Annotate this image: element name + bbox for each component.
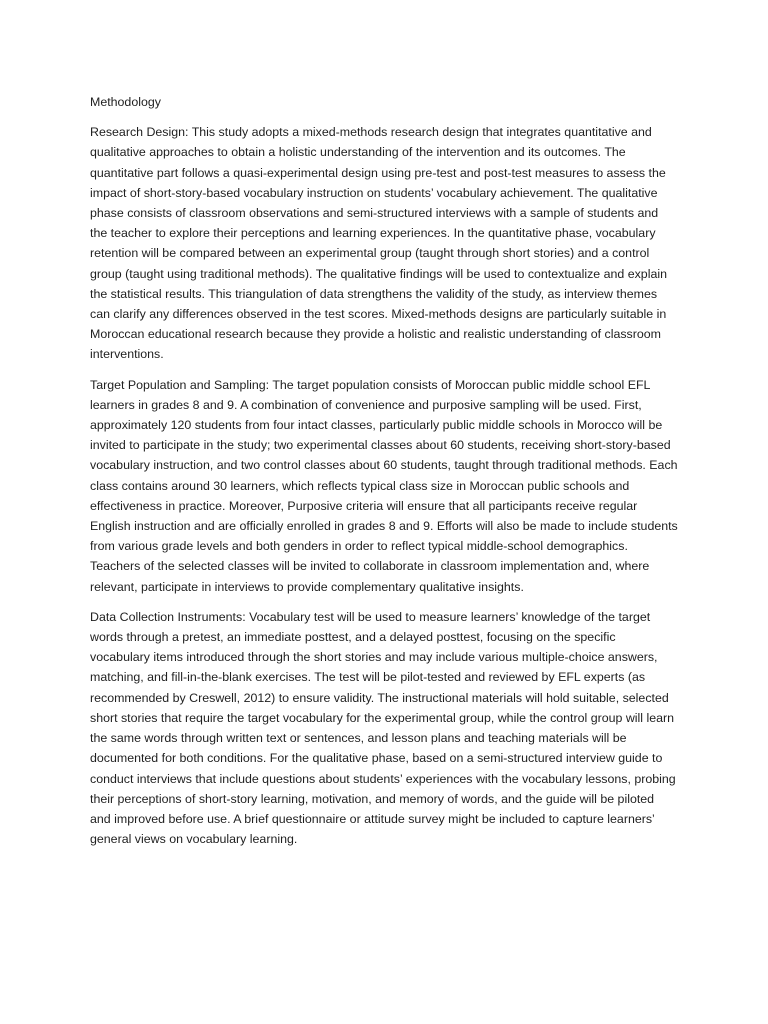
paragraph-data-collection: Data Collection Instruments: Vocabulary test will be used to measure learners’ knowledge of the target words through a pretest, an immediate posttest, and a delayed posttest, focusing on the specific vocabulary items introduced through the short stories and may include various multiple-choice answers, matching, and fill-in-the-blank exercises. The test will be pilot-tested and reviewed by EFL experts (as recommended by Creswell, 2012) to ensure validity. The instructional materials will hold suitable, selected short stories that require the target vocabulary for the experimental group, while the control group will learn the same words through written text or sentences, and lesson plans and teaching materials will be documented for both conditions. For the qualitative phase, based on a semi-structured interview guide to conduct interviews that include questions about students’ experiences with the vocabulary lessons, probing their perceptions of short-story learning, motivation, and memory of words, and the guide will be piloted and improved before use. A brief questionnaire or attitude survey might be included to capture learners’ general views on vocabulary learning.	[90, 609, 676, 847]
paragraph-research-design: Research Design: This study adopts a mixed-methods research design that integrates quantitative and qualitative approaches to obtain a holistic understanding of the intervention and its outcomes. The quantitative part follows a quasi-experimental design using pre-test and post-test measures to assess the impact of short-story-based vocabulary instruction on students’ vocabulary achievement. The qualitative phase consists of classroom observations and semi-structured interviews with a sample of students and the teacher to explore their perceptions and learning experiences. In the quantitative phase, vocabulary retention will be compared between an experimental group (taught through short stories) and a control group (taught using traditional methods). The qualitative findings will be used to contextualize and explain the statistical results. This triangulation of data strengthens the validity of the study, as interview themes can clarify any differences observed in the test scores. Mixed-methods designs are particularly suitable in Moroccan educational research because they provide a holistic and realistic understanding of classroom interventions.	[90, 125, 667, 362]
document-page	[90, 92, 678, 859]
section-heading: Methodology	[90, 95, 161, 109]
paragraph-target-population: Target Population and Sampling: The target population consists of Moroccan public middle school EFL learners in grades 8 and 9. A combination of convenience and purposive sampling will be used. First, approximately 120 students from four intact classes, particularly public middle schools in Morocco will be invited to participate in the study; two experimental classes about 60 students, receiving short-story-based vocabulary instruction, and two control classes about 60 students, taught through traditional methods. Each class contains around 30 learners, which reflects typical class size in Moroccan public schools and effectiveness in practice. Moreover, Purposive criteria will ensure that all participants receive regular English instruction and are officially enrolled in grades 8 and 9. Efforts will also be made to include students from various grade levels and both genders in order to reflect typical middle-school demographics. Teachers of the selected classes will be invited to collaborate in classroom implementation and, where relevant, participate in interviews to provide complementary qualitative insights.	[90, 377, 678, 594]
